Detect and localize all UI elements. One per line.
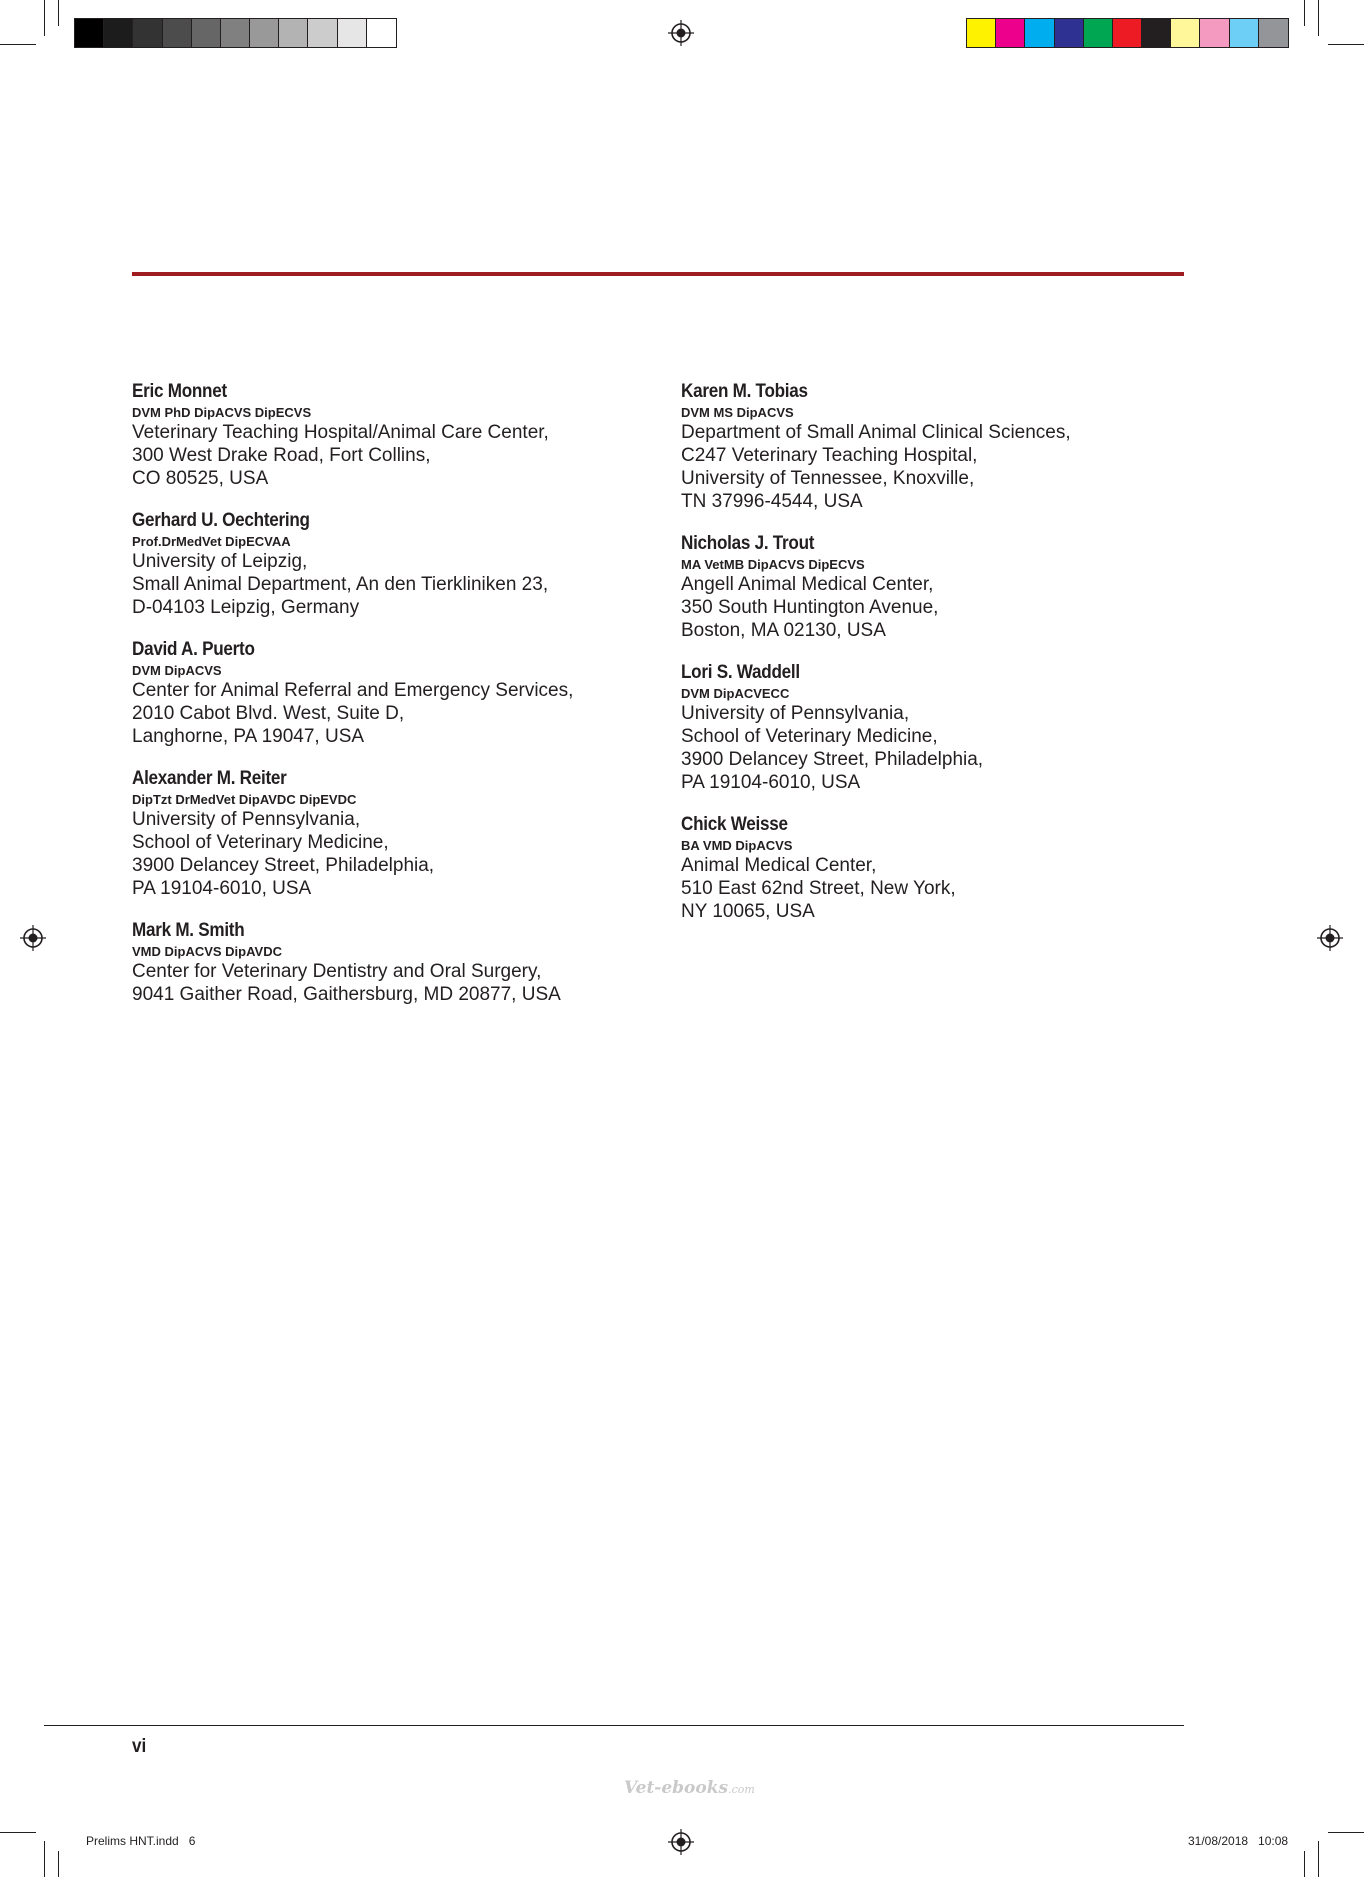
contributor-address-line: Boston, MA 02130, USA: [681, 620, 886, 641]
contributor-entry: [132, 509, 652, 619]
contributor-address-line: TN 37996-4544, USA: [681, 491, 863, 512]
contributor-address-line: PA 19104-6010, USA: [132, 878, 312, 899]
contributor-name: David A. Puerto: [132, 639, 255, 660]
contributor-address-line: University of Tennessee, Knoxville,: [681, 468, 975, 489]
color-swatch: [996, 19, 1025, 47]
contributor-credentials: BA VMD DipACVS: [681, 838, 793, 853]
contributor-entry: [132, 919, 652, 1006]
color-swatch: [133, 19, 162, 47]
registration-mark-icon: [20, 925, 46, 951]
watermark: [624, 1778, 755, 1798]
color-swatch: [1200, 19, 1229, 47]
crop-mark: [0, 1832, 36, 1833]
contributor-address-line: D-04103 Leipzig, Germany: [132, 597, 360, 618]
contributor-credentials: DVM DipACVECC: [681, 686, 790, 701]
contributor-address-line: PA 19104-6010, USA: [681, 772, 861, 793]
contributor-entry: [132, 380, 652, 490]
contributor-name: Nicholas J. Trout: [681, 533, 815, 554]
contributor-credentials: DVM MS DipACVS: [681, 405, 794, 420]
contributor-address-line: 350 South Huntington Avenue,: [681, 597, 939, 618]
crop-mark: [58, 0, 59, 26]
contributors-left-column: [132, 380, 652, 1025]
contributor-credentials: Prof.DrMedVet DipECVAA: [132, 534, 291, 549]
contributor-address-line: 9041 Gaither Road, Gaithersburg, MD 20877, USA: [132, 984, 561, 1005]
watermark-suffix: .com: [728, 1783, 755, 1796]
page-number: vi: [132, 1736, 147, 1757]
contributor-address-line: 3900 Delancey Street, Philadelphia,: [681, 749, 984, 770]
contributor-entry: [132, 638, 652, 748]
color-swatch: [1259, 19, 1288, 47]
contributor-entry: [132, 767, 652, 900]
contributor-entry: [681, 813, 1221, 923]
crop-mark: [1318, 1841, 1319, 1877]
contributor-address-line: 3900 Delancey Street, Philadelphia,: [132, 855, 435, 876]
color-swatch: [250, 19, 279, 47]
process-color-bar: [966, 18, 1289, 48]
crop-mark: [1328, 1832, 1364, 1833]
contributor-address-line: Center for Veterinary Dentistry and Oral Surgery,: [132, 961, 542, 982]
color-swatch: [367, 19, 396, 47]
contributor-address-line: Department of Small Animal Clinical Sciences,: [681, 422, 1071, 443]
color-swatch: [1025, 19, 1054, 47]
color-swatch: [1055, 19, 1084, 47]
color-swatch: [163, 19, 192, 47]
crop-mark: [1318, 0, 1319, 36]
color-swatch: [1084, 19, 1113, 47]
color-swatch: [308, 19, 337, 47]
contributor-address-line: C247 Veterinary Teaching Hospital,: [681, 445, 978, 466]
slug-filename: Prelims HNT.indd 6: [86, 1834, 196, 1848]
watermark-text: Vet-ebooks: [624, 1778, 729, 1798]
crop-mark: [1304, 0, 1305, 26]
contributor-credentials: MA VetMB DipACVS DipECVS: [681, 557, 865, 572]
color-swatch: [1230, 19, 1259, 47]
contributor-address-line: Veterinary Teaching Hospital/Animal Care Center,: [132, 422, 549, 443]
header-rule: [132, 272, 1184, 276]
contributor-address-line: NY 10065, USA: [681, 901, 815, 922]
contributor-name: Eric Monnet: [132, 381, 227, 402]
color-swatch: [104, 19, 133, 47]
contributors-right-column: [681, 380, 1221, 942]
contributor-address-line: University of Pennsylvania,: [681, 703, 910, 724]
contributor-address-line: School of Veterinary Medicine,: [681, 726, 938, 747]
color-swatch: [1113, 19, 1142, 47]
contributor-address-line: School of Veterinary Medicine,: [132, 832, 389, 853]
contributor-name: Chick Weisse: [681, 814, 788, 835]
color-swatch: [75, 19, 104, 47]
contributor-name: Karen M. Tobias: [681, 381, 808, 402]
grayscale-color-bar: [74, 18, 397, 48]
contributor-address-line: University of Pennsylvania,: [132, 809, 361, 830]
registration-mark-icon: [668, 20, 694, 46]
contributor-address-line: 510 East 62nd Street, New York,: [681, 878, 956, 899]
crop-mark: [44, 0, 45, 36]
contributor-address-line: Angell Animal Medical Center,: [681, 574, 934, 595]
contributor-address-line: CO 80525, USA: [132, 468, 269, 489]
contributor-address-line: 300 West Drake Road, Fort Collins,: [132, 445, 431, 466]
registration-mark-icon: [1317, 925, 1343, 951]
contributor-entry: [681, 380, 1221, 513]
contributor-credentials: DVM DipACVS: [132, 663, 222, 678]
color-swatch: [221, 19, 250, 47]
contributor-credentials: DipTzt DrMedVet DipAVDC DipEVDC: [132, 792, 357, 807]
registration-mark-icon: [668, 1829, 694, 1855]
crop-mark: [1304, 1851, 1305, 1877]
contributor-address-line: Langhorne, PA 19047, USA: [132, 726, 365, 747]
contributor-name: Gerhard U. Oechtering: [132, 510, 310, 531]
contributor-address-line: University of Leipzig,: [132, 551, 308, 572]
color-swatch: [279, 19, 308, 47]
contributor-credentials: DVM PhD DipACVS DipECVS: [132, 405, 312, 420]
contributor-name: Mark M. Smith: [132, 920, 245, 941]
color-swatch: [1142, 19, 1171, 47]
slug-timestamp: 31/08/2018 10:08: [1188, 1834, 1289, 1848]
contributor-entry: [681, 532, 1221, 642]
contributor-credentials: VMD DipACVS DipAVDC: [132, 944, 282, 959]
contributor-address-line: Animal Medical Center,: [681, 855, 877, 876]
color-swatch: [1171, 19, 1200, 47]
crop-mark: [1328, 44, 1364, 45]
contributor-entry: [681, 661, 1221, 794]
footer-rule: [44, 1725, 1184, 1726]
color-swatch: [338, 19, 367, 47]
color-swatch: [192, 19, 221, 47]
contributor-address-line: Center for Animal Referral and Emergency Services,: [132, 680, 574, 701]
color-swatch: [967, 19, 996, 47]
crop-mark: [58, 1851, 59, 1877]
contributor-address-line: 2010 Cabot Blvd. West, Suite D,: [132, 703, 405, 724]
contributor-name: Lori S. Waddell: [681, 662, 800, 683]
crop-mark: [44, 1841, 45, 1877]
crop-mark: [0, 44, 36, 45]
contributor-name: Alexander M. Reiter: [132, 768, 287, 789]
contributor-address-line: Small Animal Department, An den Tierkliniken 23,: [132, 574, 549, 595]
